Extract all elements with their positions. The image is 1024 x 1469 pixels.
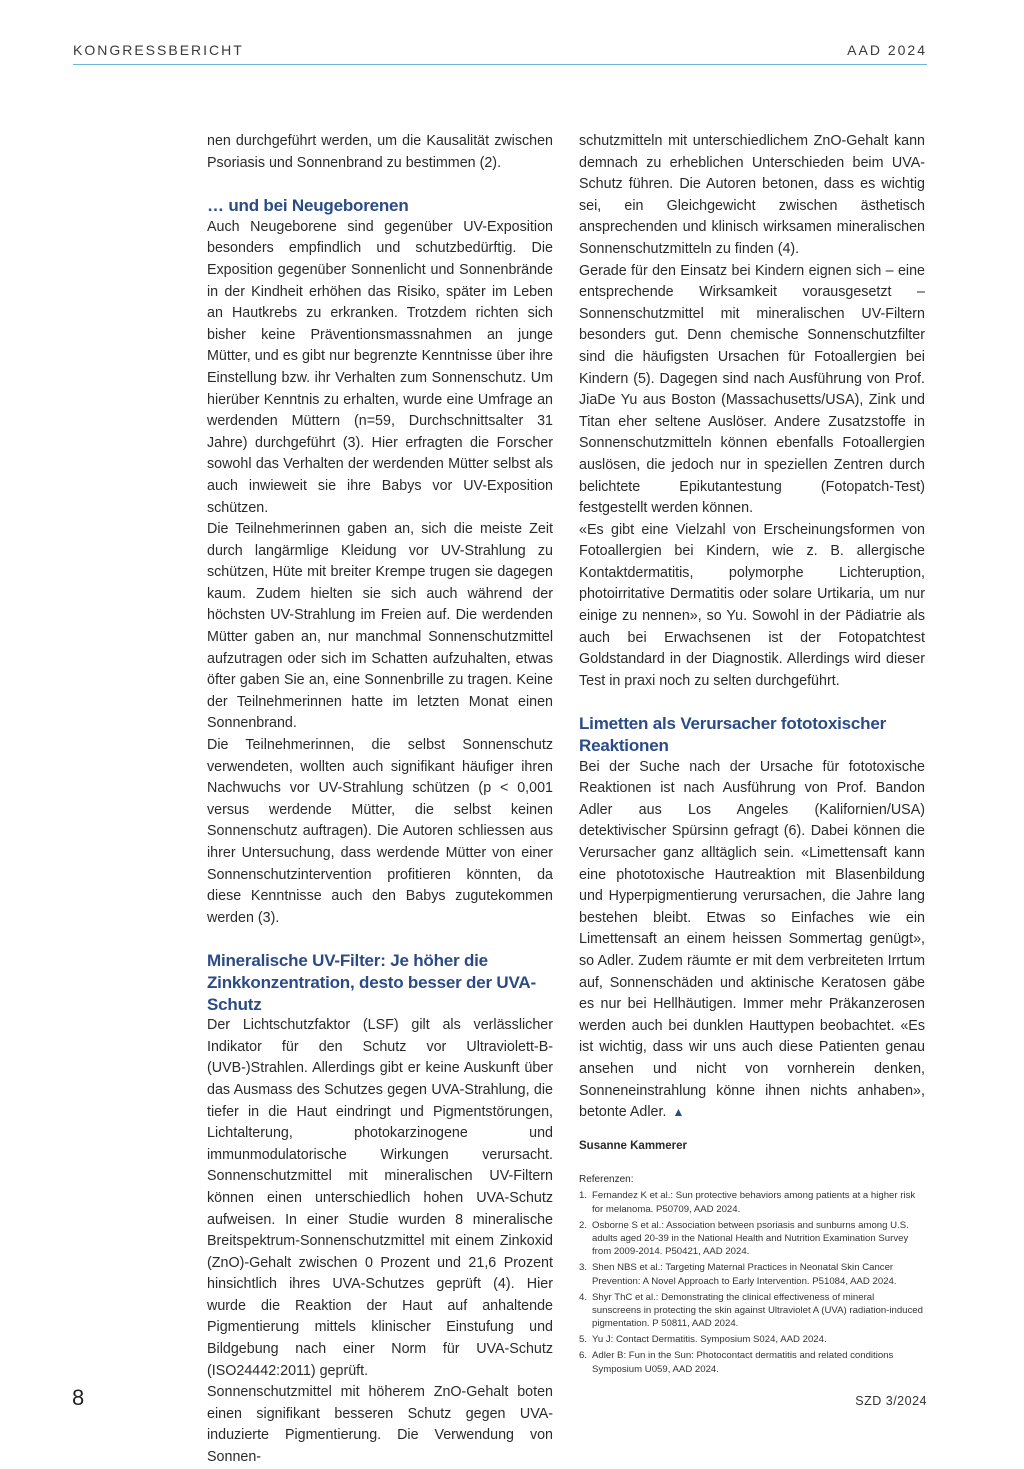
paragraph xyxy=(579,757,925,1124)
paragraph: Die Teilnehmerinnen, die selbst Sonnenschutz verwendeten, wollten auch signifikant häufiger ihren Nachwuchs vor UV-Strahlung schützen (p < 0,001 versus werdende Mütter, die selbst keinen Sonnenschutz auftragen). Die Autoren schliessen aus ihrer Untersuchung, dass werdende Mütter von einer Sonnenschutzintervention profitieren könnten, da diese Kenntnisse auch den Babys zugutekommen werden (3). xyxy=(207,737,553,926)
reference-text: Adler B: Fun in the Sun: Photocontact dermatitis and related conditions Symposium U059, AAD 2024. xyxy=(592,1350,894,1375)
end-of-article-icon: ▲ xyxy=(672,1105,685,1120)
reference-number: 4. xyxy=(579,1291,588,1303)
reference-item xyxy=(579,1261,925,1288)
paragraph: Gerade für den Einsatz bei Kindern eignen sich – eine entsprechende Wirksamkeit vorausgesetzt – Sonnenschutzmittel mit mineralischen UV-Filtern besonders gut. Denn chemische Sonnenschutzfilter sind die häufigsten Ursachen für Fotoallergien bei Kindern (5). Dagegen sind nach Ausführung von Prof. JiaDe Yu aus Boston (Massachusetts/USA), Zink und Titan eher seltene Auslöser. Andere Zusatzstoffe in Sonnenschutzmitteln können ebenfalls Fotoallergien auslösen, die jedoch nur in speziellen Zentren durch belichtete Epikutantestung (Fotopatch-Test) festgestellt werden können. xyxy=(579,262,925,517)
reference-text: Shyr ThC et al.: Demonstrating the clinical effectiveness of mineral sunscreens in protecting the skin against Ultraviolet A (UVA) radiation-induced pigmentation. P 50811, AAD 2024. xyxy=(592,1291,923,1330)
section-label: KONGRESSBERICHT xyxy=(73,42,244,58)
section-heading: Limetten als Verursacher fototoxischer Reaktionen xyxy=(579,714,887,756)
section-heading: Mineralische UV-Filter: Je höher die Zinkkonzentration, desto besser der UVA-Schutz xyxy=(207,951,536,1014)
paragraph-text: Bei der Suche nach der Ursache für fototoxische Reaktionen ist nach Ausführung von Prof. Bandon Adler aus Los Angeles (Kalifornien/USA) detektivischer Spürsinn gefragt (6). Dabei können die Verursacher ganz alltäglich sein. «Limettensaft kann eine phototoxische Hautreaktion mit Blasenbildung und Hyperpigmentierung verursachen, die Jahre lang bestehen bleibt. Etwas so Einfaches wie ein Limettensaft an einem heissen Sommertag genügt», so Adler. Zudem räumte er mit dem verbreiteten Irrtum auf, Sonnenschäden und aktinische Keratosen gäbe es nur bei Hellhäutigen. Immer mehr Präkanzerosen werden auch bei dunklen Hauttypen beobachtet. «Es ist wichtig, dass wir uns auch diese Patienten genau ansehen und nicht von vornherein denken, Sonneneinstrahlung könne ihnen nichts anhaben», betonte Adler. xyxy=(579,758,925,1121)
reference-number: 6. xyxy=(579,1350,588,1362)
page-number: 8 xyxy=(72,1385,85,1410)
issue-label: SZD 3/2024 xyxy=(855,1394,927,1408)
reference-number: 2. xyxy=(579,1219,588,1231)
paragraph: Die Teilnehmerinnen gaben an, sich die meiste Zeit durch langärmlige Kleidung vor UV-Strahlung zu schützen, Hüte mit breiter Krempe trugen sie dagegen kaum. Zudem hielten sie sich auch während der höchsten UV-Strahlung im Freien auf. Die werdenden Mütter gaben an, nur manchmal Sonnenschutzmittel aufzutragen oder sich im Schatten aufzuhalten, etwas öfter gaben Sie an, eine Sonnenbrille zu tragen. Keine der Teilnehmerinnen hatte im letzten Monat einen Sonnenbrand. xyxy=(207,521,553,732)
reference-item xyxy=(579,1349,925,1376)
author-name: Susanne Kammerer xyxy=(579,1139,688,1152)
paragraph: Der Lichtschutzfaktor (LSF) gilt als verlässlicher Indikator für den Schutz vor Ultraviolett-B-(UVB-)Strahlen. Allerdings gibt er keine Auskunft über das Ausmass des Schutzes gegen UVA-Strahlung, die tiefer in die Haut eindringt und Pigmentstörungen, Lichtalterung, photokarzinogene und immunmodulatorische Wirkungen verursacht. Sonnenschutzmittel mit mineralischen UV-Filtern können einen unterschiedlich hohen UVA-Schutz aufweisen. In einer Studie wurden 8 mineralische Breitspektrum-Sonnenschutzmittel mit einem Zinkoxid (ZnO)-Gehalt zwischen 0 Prozent und 21,6 Prozent hinsichtlich ihres UVA-Schutzes geprüft (4). Hier wurde die Reaktion der Haut auf anhaltende Pigmentierung mittels klinischer Einstufung und Bildgebung nach einer Norm für UVA-Schutz (ISO24442:2011) geprüft. xyxy=(207,1017,553,1379)
reference-number: 5. xyxy=(579,1334,588,1346)
paragraph: Auch Neugeborene sind gegenüber UV-Exposition besonders empfindlich und schutzbedürftig. Die Exposition gegenüber Sonnenlicht und Sonnenbrände in der Kindheit erhöhen das Risiko, später im Leben an Hautkrebs zu erkranken. Trotzdem richten sich bisher keine Präventionsmassnahmen an junge Mütter, und es gibt nur begrenzte Kenntnisse über ihre Einstellung bzw. ihr Verhalten zum Sonnenschutz. Um hierüber Kenntnis zu erhalten, wurde eine Umfrage an werdenden Müttern (n=59, Durchschnittsalter 31 Jahre) durchgeführt (3). Hier erfragten die Forscher sowohl das Verhalten der werdenden Mütter selbst als auch inwieweit sie ihre Babys vor UV-Exposition schützen. xyxy=(207,218,553,516)
reference-text: Shen NBS et al.: Targeting Maternal Practices in Neonatal Skin Cancer Prevention: A Novel Approach to Early Intervention. P51084, AAD 2024. xyxy=(592,1262,897,1287)
reference-number: 1. xyxy=(579,1190,588,1202)
references-title: Referenzen: xyxy=(579,1174,634,1186)
congress-label: AAD 2024 xyxy=(847,42,927,58)
reference-item xyxy=(579,1291,925,1331)
text-column-right xyxy=(579,131,925,1379)
reference-item xyxy=(579,1333,925,1346)
running-header xyxy=(73,40,927,65)
paragraph: Sonnenschutzmittel mit höherem ZnO-Gehalt boten einen signifikant besseren Schutz gegen UVA-induzierte Pigmentierung. Die Verwendung von Sonnen- xyxy=(207,1384,553,1466)
reference-text: Osborne S et al.: Association between psoriasis and sunburns among U.S. adults aged 20-39 in the National Health and Nutrition Examination Survey from 2009-2014. P50421, AAD 2024. xyxy=(592,1219,909,1258)
reference-number: 3. xyxy=(579,1262,588,1274)
references-list xyxy=(579,1189,925,1376)
reference-text: Fernandez K et al.: Sun protective behaviors among patients at a higher risk for melanoma. P50709, AAD 2024. xyxy=(592,1190,916,1215)
paragraph: schutzmitteln mit unterschiedlichem ZnO-Gehalt kann demnach zu erheblichen Unterschieden beim UVA-Schutz führen. Die Autoren betonen, dass es wichtig sei, ein Gleichgewicht zwischen ästhetisch ansprechenden und klinisch wirksamen mineralischen Sonnenschutzmitteln zu finden (4). xyxy=(579,133,925,257)
paragraph: «Es gibt eine Vielzahl von Erscheinungsformen von Fotoallergien bei Kindern, wie z. B. allergische Kontaktdermatitis, polymorphe Lichteruption, photoirritative Dermatitis oder solare Urtikaria, um nur einige zu nennen», so Yu. Sowohl in der Pädiatrie als auch bei Erwachsenen ist der Fotopatchtest Goldstandard in der Diagnostik. Allerdings wird dieser Test in praxi noch zu selten durchgeführt. xyxy=(579,521,925,689)
reference-text: Yu J: Contact Dermatitis. Symposium S024, AAD 2024. xyxy=(592,1334,827,1346)
section-heading: … und bei Neugeborenen xyxy=(207,196,409,216)
text-column-left xyxy=(207,131,553,1469)
reference-item xyxy=(579,1189,925,1216)
reference-item xyxy=(579,1219,925,1259)
paragraph: nen durchgeführt werden, um die Kausalität zwischen Psoriasis und Sonnenbrand zu bestimmen (2). xyxy=(207,133,553,171)
